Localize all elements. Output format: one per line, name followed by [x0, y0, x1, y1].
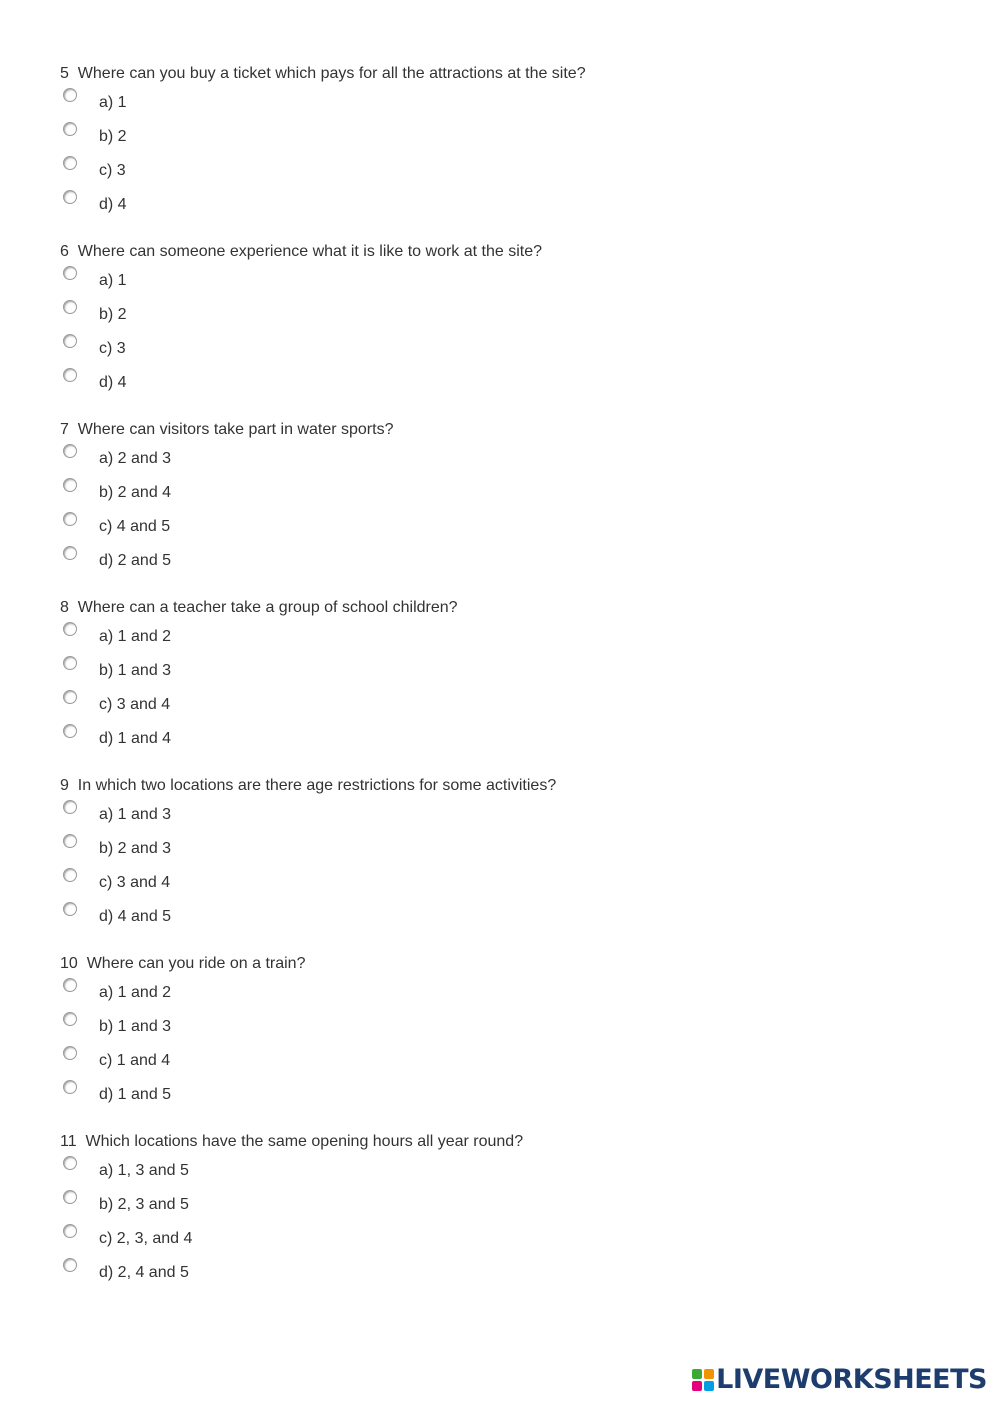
- answer-option[interactable]: [60, 1156, 660, 1186]
- radio-button[interactable]: [63, 834, 77, 848]
- radio-button[interactable]: [63, 368, 77, 382]
- answer-option-label: b) 2 and 3: [99, 840, 172, 857]
- answer-option-label: d) 4 and 5: [99, 908, 172, 925]
- logo-square-pink: [692, 1381, 702, 1391]
- answer-option-label: b) 2 and 4: [99, 484, 172, 501]
- radio-button[interactable]: [63, 978, 77, 992]
- question-block: [60, 242, 960, 391]
- answer-option[interactable]: [60, 512, 660, 542]
- answer-option-label: a) 1 and 2: [99, 628, 172, 645]
- radio-button[interactable]: [63, 690, 77, 704]
- answer-option[interactable]: [60, 444, 660, 474]
- question-text: 8 Where can a teacher take a group of school children?: [60, 599, 458, 616]
- question-text: 6 Where can someone experience what it is like to work at the site?: [60, 243, 543, 260]
- logo-square-orange: [704, 1369, 714, 1379]
- answer-option[interactable]: [60, 368, 660, 398]
- answer-option[interactable]: [60, 266, 660, 296]
- answer-option[interactable]: [60, 834, 660, 864]
- radio-button[interactable]: [63, 1224, 77, 1238]
- answer-option-label: d) 4: [99, 196, 127, 213]
- answer-option[interactable]: [60, 656, 660, 686]
- answer-option[interactable]: [60, 156, 660, 186]
- answer-option-label: c) 1 and 4: [99, 1052, 171, 1069]
- answer-option-label: b) 1 and 3: [99, 662, 172, 679]
- radio-button[interactable]: [63, 512, 77, 526]
- radio-button[interactable]: [63, 1080, 77, 1094]
- answer-option-label: c) 2, 3, and 4: [99, 1230, 193, 1247]
- answer-option-label: c) 4 and 5: [99, 518, 171, 535]
- radio-button[interactable]: [63, 1046, 77, 1060]
- question-block: [60, 64, 960, 213]
- answer-option-label: d) 2 and 5: [99, 552, 172, 569]
- answer-option-label: c) 3: [99, 162, 126, 179]
- question-block: [60, 598, 960, 747]
- answer-option[interactable]: [60, 1258, 660, 1288]
- answer-option[interactable]: [60, 1080, 660, 1110]
- radio-button[interactable]: [63, 546, 77, 560]
- answer-option-label: b) 2, 3 and 5: [99, 1196, 189, 1213]
- question-block: [60, 420, 960, 569]
- answer-option[interactable]: [60, 88, 660, 118]
- radio-button[interactable]: [63, 478, 77, 492]
- answer-option-label: c) 3 and 4: [99, 874, 171, 891]
- answer-option-label: a) 1, 3 and 5: [99, 1162, 189, 1179]
- question-block: [60, 1132, 960, 1281]
- radio-button[interactable]: [63, 1156, 77, 1170]
- brand-name: LIVEWORKSHEETS: [716, 1364, 987, 1395]
- answer-option[interactable]: [60, 546, 660, 576]
- question-block: [60, 954, 960, 1103]
- answer-option[interactable]: [60, 478, 660, 508]
- answer-option[interactable]: [60, 622, 660, 652]
- radio-button[interactable]: [63, 444, 77, 458]
- answer-option-label: d) 1 and 4: [99, 730, 172, 747]
- liveworksheets-logo: [692, 1364, 987, 1396]
- liveworksheets-logo-icon: [692, 1369, 714, 1391]
- answer-option[interactable]: [60, 724, 660, 754]
- question-text: 11 Which locations have the same opening hours all year round?: [60, 1133, 524, 1150]
- answer-option-label: c) 3: [99, 340, 126, 357]
- answer-option-label: a) 1: [99, 272, 127, 289]
- question-text: 9 In which two locations are there age restrictions for some activities?: [60, 777, 557, 794]
- question-text: 7 Where can visitors take part in water sports?: [60, 421, 394, 438]
- answer-option[interactable]: [60, 978, 660, 1008]
- radio-button[interactable]: [63, 1258, 77, 1272]
- answer-option-label: a) 2 and 3: [99, 450, 172, 467]
- radio-button[interactable]: [63, 190, 77, 204]
- answer-option[interactable]: [60, 1224, 660, 1254]
- question-block: [60, 776, 960, 925]
- answer-option-label: d) 1 and 5: [99, 1086, 172, 1103]
- radio-button[interactable]: [63, 122, 77, 136]
- answer-option-label: d) 4: [99, 374, 127, 391]
- logo-square-green: [692, 1369, 702, 1379]
- radio-button[interactable]: [63, 1012, 77, 1026]
- answer-option-label: a) 1: [99, 94, 127, 111]
- radio-button[interactable]: [63, 266, 77, 280]
- answer-option[interactable]: [60, 1046, 660, 1076]
- answer-option[interactable]: [60, 902, 660, 932]
- answer-option[interactable]: [60, 868, 660, 898]
- radio-button[interactable]: [63, 88, 77, 102]
- radio-button[interactable]: [63, 156, 77, 170]
- answer-option[interactable]: [60, 1012, 660, 1042]
- radio-button[interactable]: [63, 656, 77, 670]
- answer-option[interactable]: [60, 190, 660, 220]
- answer-option-label: c) 3 and 4: [99, 696, 171, 713]
- radio-button[interactable]: [63, 724, 77, 738]
- answer-option-label: a) 1 and 3: [99, 806, 172, 823]
- radio-button[interactable]: [63, 1190, 77, 1204]
- radio-button[interactable]: [63, 800, 77, 814]
- answer-option[interactable]: [60, 334, 660, 364]
- answer-option-label: b) 2: [99, 306, 127, 323]
- radio-button[interactable]: [63, 300, 77, 314]
- answer-option-label: a) 1 and 2: [99, 984, 172, 1001]
- radio-button[interactable]: [63, 902, 77, 916]
- radio-button[interactable]: [63, 334, 77, 348]
- answer-option[interactable]: [60, 300, 660, 330]
- answer-option-label: b) 1 and 3: [99, 1018, 172, 1035]
- answer-option[interactable]: [60, 122, 660, 152]
- answer-option[interactable]: [60, 800, 660, 830]
- radio-button[interactable]: [63, 868, 77, 882]
- logo-square-blue: [704, 1381, 714, 1391]
- answer-option[interactable]: [60, 1190, 660, 1220]
- question-text: 10 Where can you ride on a train?: [60, 955, 306, 972]
- question-text: 5 Where can you buy a ticket which pays for all the attractions at the site?: [60, 65, 586, 82]
- answer-option-label: b) 2: [99, 128, 127, 145]
- answer-option[interactable]: [60, 690, 660, 720]
- radio-button[interactable]: [63, 622, 77, 636]
- answer-option-label: d) 2, 4 and 5: [99, 1264, 189, 1281]
